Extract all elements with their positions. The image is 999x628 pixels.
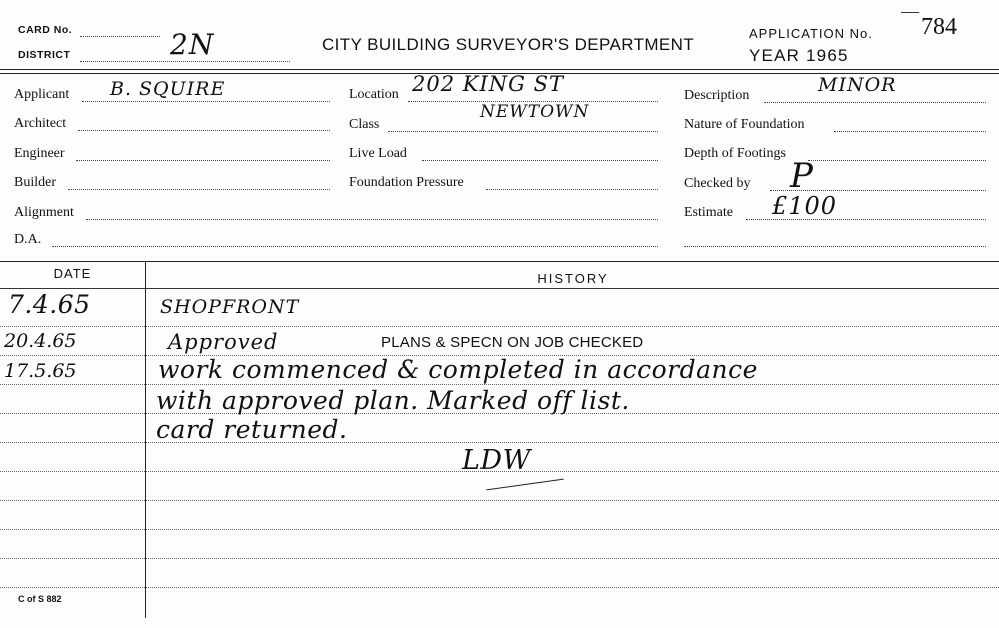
engineer-label: Engineer	[14, 146, 65, 161]
architect-label: Architect	[14, 116, 67, 131]
history-top-rule	[0, 261, 999, 262]
entry-2-date: 20.4.65	[4, 330, 77, 352]
application-no-mark	[901, 12, 919, 13]
architect-line	[78, 130, 330, 131]
nature-of-foundation-line	[834, 131, 986, 132]
location-label: Location	[349, 87, 399, 102]
applicant-line	[82, 101, 330, 102]
year: YEAR 1965	[749, 46, 849, 65]
alignment-line	[86, 219, 658, 220]
district-line	[80, 61, 290, 62]
ruled-line	[0, 442, 999, 443]
plans-checked-stamp: PLANS & SPECN ON JOB CHECKED	[381, 334, 644, 351]
initials-underline	[486, 479, 563, 491]
ruled-line	[0, 384, 999, 385]
location-value: 202 KING ST	[412, 72, 564, 96]
ruled-line	[0, 529, 999, 530]
ruled-line	[0, 558, 999, 559]
application-no-value: 784	[921, 14, 957, 40]
card-no-label: CARD No.	[18, 24, 73, 36]
entry-1-date: 7.4.65	[8, 290, 91, 319]
ruled-line	[0, 500, 999, 501]
ruled-line	[0, 326, 999, 327]
da-label: D.A.	[14, 232, 42, 247]
depth-of-footings-label: Depth of Footings	[684, 146, 786, 161]
entry-3-date: 17.5.65	[4, 360, 77, 382]
builder-line	[68, 189, 330, 190]
application-no-label: APPLICATION No.	[749, 26, 873, 41]
live-load-label: Live Load	[349, 146, 407, 161]
applicant-label: Applicant	[14, 87, 70, 102]
checked-by-value: P	[790, 156, 814, 196]
estimate-value: £100	[772, 192, 838, 220]
initials: LDW	[462, 445, 531, 476]
description-label: Description	[684, 88, 750, 103]
entry-3-text: work commenced & completed in accordance	[158, 355, 758, 384]
checked-by-label: Checked by	[684, 176, 751, 191]
class-label: Class	[349, 117, 380, 132]
district-value: 2N	[170, 28, 215, 61]
date-header: DATE	[53, 266, 92, 281]
builder-label: Builder	[14, 175, 56, 190]
nature-of-foundation-label: Nature of Foundation	[684, 117, 805, 132]
depth-of-footings-line	[808, 160, 986, 161]
applicant-value: B. SQUIRE	[110, 78, 226, 100]
district-label: DISTRICT	[18, 49, 71, 61]
class-line	[388, 131, 658, 132]
live-load-line	[422, 160, 658, 161]
description-line	[764, 102, 986, 103]
card-no-line	[80, 36, 160, 37]
date-column-divider	[145, 262, 146, 618]
form-code: C of S 882	[18, 594, 62, 604]
foundation-pressure-label: Foundation Pressure	[349, 175, 464, 190]
class-value: NEWTOWN	[480, 102, 590, 122]
entry-2-text: Approved	[168, 330, 279, 354]
da-line	[52, 246, 658, 247]
entry-3-continuation-2: card returned.	[156, 415, 348, 444]
entry-3-continuation-1: with approved plan. Marked off list.	[156, 386, 630, 415]
alignment-label: Alignment	[14, 205, 74, 220]
history-header: HISTORY	[537, 271, 609, 286]
description-value: MINOR	[818, 74, 897, 96]
right-blank-line	[684, 246, 986, 247]
foundation-pressure-line	[486, 189, 658, 190]
history-header-rule	[0, 288, 999, 289]
header-rule-top	[0, 69, 999, 70]
department-title: CITY BUILDING SURVEYOR'S DEPARTMENT	[322, 35, 695, 54]
engineer-line	[76, 160, 330, 161]
entry-1-text: SHOPFRONT	[160, 296, 300, 318]
ruled-line	[0, 587, 999, 588]
estimate-label: Estimate	[684, 205, 733, 220]
